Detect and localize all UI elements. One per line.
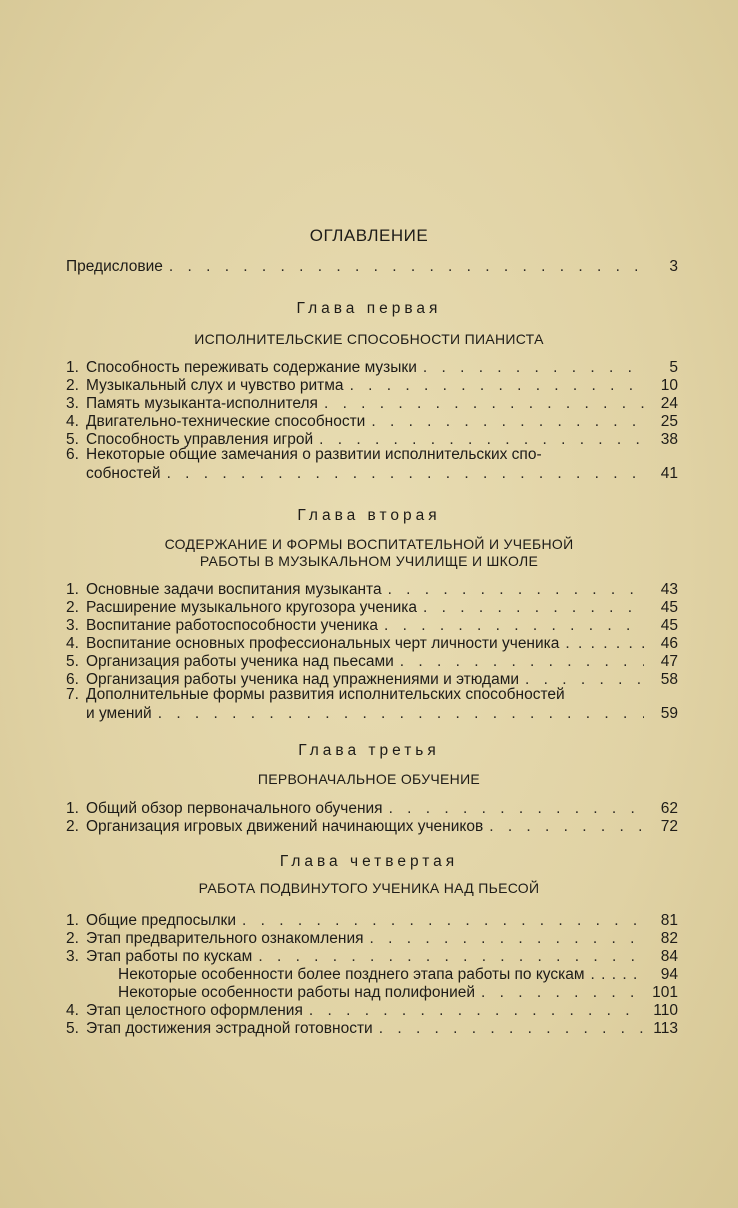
- entry-number: 2.: [66, 818, 79, 835]
- entry-page: 62: [660, 800, 678, 817]
- entry-text: Дополнительные формы развития исполнительских способностей: [86, 686, 565, 703]
- entry-page: 10: [660, 377, 678, 394]
- entry-text: Этап целостного оформления: [86, 1002, 303, 1019]
- entry-number: 4.: [66, 1002, 79, 1019]
- entry-text: Способность переживать содержание музыки: [86, 359, 417, 376]
- entry-number: 5.: [66, 1020, 79, 1037]
- chapter-title: ПЕРВОНАЧАЛЬНОЕ ОБУЧЕНИЕ: [257, 771, 481, 787]
- entry-number: 6.: [66, 446, 79, 463]
- leader-dots: [370, 930, 645, 948]
- entry-page: 38: [660, 431, 678, 448]
- chapter-label: Глава вторая: [297, 507, 441, 524]
- entry-number: 6.: [66, 671, 79, 688]
- entry-page: 43: [660, 581, 678, 598]
- entry-page: 25: [660, 413, 678, 430]
- entry-number: 1.: [66, 912, 79, 929]
- entry-number: 2.: [66, 930, 79, 947]
- leader-dots: [258, 948, 644, 966]
- entry-number: 2.: [66, 377, 79, 394]
- chapter-title: РАБОТА ПОДВИНУТОГО УЧЕНИКА НАД ПЬЕСОЙ: [198, 880, 540, 896]
- entry-page: 5: [669, 359, 678, 376]
- entry-number: 4.: [66, 413, 79, 430]
- entry-text: Основные задачи воспитания музыканта: [86, 581, 382, 598]
- entry-number: 1.: [66, 800, 79, 817]
- entry-text: Воспитание работоспособности ученика: [86, 617, 378, 634]
- toc-entry-multiline: [66, 686, 565, 704]
- entry-text: Общие предпосылки: [86, 912, 236, 929]
- entry-text: Музыкальный слух и чувство ритма: [86, 377, 344, 394]
- leader-dots: [489, 818, 644, 836]
- entry-page: 47: [660, 653, 678, 670]
- toc-entry-continuation: [86, 465, 678, 487]
- chapter-label: Глава первая: [296, 300, 442, 317]
- entry-page: 45: [660, 599, 678, 616]
- page-title: ОГЛАВЛЕНИЕ: [309, 226, 429, 245]
- entry-page: 82: [660, 930, 678, 947]
- chapter-title: СОДЕРЖАНИЕ И ФОРМЫ ВОСПИТАТЕЛЬНОЙ И УЧЕБНОЙ: [164, 536, 574, 552]
- leader-dots: [242, 912, 644, 930]
- entry-number: 7.: [66, 686, 79, 703]
- entry-page: 84: [660, 948, 678, 965]
- entry-text: Этап работы по кускам: [86, 948, 253, 965]
- entry-text: Организация работы ученика над пьесами: [86, 653, 394, 670]
- entry-page: 94: [660, 966, 678, 983]
- leader-dots: [167, 465, 644, 483]
- toc-entry-multiline: [66, 446, 542, 464]
- leader-dots: [565, 635, 644, 653]
- chapter-title: РАБОТЫ В МУЗЫКАЛЬНОМ УЧИЛИЩЕ И ШКОЛЕ: [199, 553, 539, 569]
- entry-text: Некоторые общие замечания о развитии исполнительских спо-: [86, 446, 542, 463]
- entry-page: 46: [660, 635, 678, 652]
- leader-dots: [423, 599, 644, 617]
- leader-dots: [423, 359, 644, 377]
- leader-dots: [388, 581, 644, 599]
- leader-dots: [379, 1020, 644, 1038]
- entry-text: Двигательно-технические способности: [86, 413, 366, 430]
- toc-entry-continuation: [86, 705, 678, 727]
- entry-page: 58: [660, 671, 678, 688]
- toc-entry: [66, 1020, 678, 1042]
- entry-text: Организация игровых движений начинающих учеников: [86, 818, 484, 835]
- entry-text: Память музыканта-исполнителя: [86, 395, 318, 412]
- entry-text: Общий обзор первоначального обучения: [86, 800, 383, 817]
- entry-page: 110: [653, 1002, 678, 1019]
- entry-number: 4.: [66, 635, 79, 652]
- entry-page: 3: [669, 258, 678, 275]
- entry-text: Некоторые особенности более позднего этапа работы по кускам: [118, 966, 585, 983]
- entry-text: Этап достижения эстрадной готовности: [86, 1020, 373, 1037]
- entry-number: 1.: [66, 359, 79, 376]
- entry-page: 41: [660, 465, 678, 482]
- chapter-title: ИСПОЛНИТЕЛЬСКИЕ СПОСОБНОСТИ ПИАНИСТА: [194, 331, 544, 347]
- leader-dots: [324, 395, 644, 413]
- toc-entry-preface: [66, 258, 678, 280]
- entry-number: 5.: [66, 431, 79, 448]
- entry-text: Организация работы ученика над упражнениями и этюдами: [86, 671, 520, 688]
- chapter-label: Глава четвертая: [279, 853, 459, 870]
- entry-page: 24: [660, 395, 678, 412]
- toc-entry: [66, 818, 678, 840]
- entry-number: 3.: [66, 617, 79, 634]
- entry-page: 59: [660, 705, 678, 722]
- chapter-label: Глава третья: [298, 742, 440, 759]
- entry-text: Предисловие: [66, 258, 163, 275]
- entry-text: и умений: [86, 705, 152, 722]
- entry-text: Этап предварительного ознакомления: [86, 930, 364, 947]
- entry-number: 3.: [66, 395, 79, 412]
- entry-page: 113: [653, 1020, 678, 1037]
- leader-dots: [309, 1002, 644, 1020]
- entry-page: 81: [660, 912, 678, 929]
- entry-page: 72: [660, 818, 678, 835]
- leader-dots: [481, 984, 644, 1002]
- leader-dots: [350, 377, 644, 395]
- entry-text: Способность управления игрой: [86, 431, 314, 448]
- leader-dots: [591, 966, 644, 984]
- entry-page: 45: [660, 617, 678, 634]
- entry-number: 5.: [66, 653, 79, 670]
- entry-text: Некоторые особенности работы над полифонией: [118, 984, 476, 1001]
- leader-dots: [158, 705, 644, 723]
- leader-dots: [384, 617, 644, 635]
- leader-dots: [371, 413, 644, 431]
- entry-number: 3.: [66, 948, 79, 965]
- entry-text: собностей: [86, 465, 161, 482]
- leader-dots: [400, 653, 644, 671]
- entry-text: Расширение музыкального кругозора ученика: [86, 599, 418, 616]
- entry-number: 1.: [66, 581, 79, 598]
- entry-page: 101: [652, 984, 678, 1001]
- leader-dots: [389, 800, 644, 818]
- entry-number: 2.: [66, 599, 79, 616]
- leader-dots: [169, 258, 644, 276]
- entry-text: Воспитание основных профессиональных черт личности ученика: [86, 635, 560, 652]
